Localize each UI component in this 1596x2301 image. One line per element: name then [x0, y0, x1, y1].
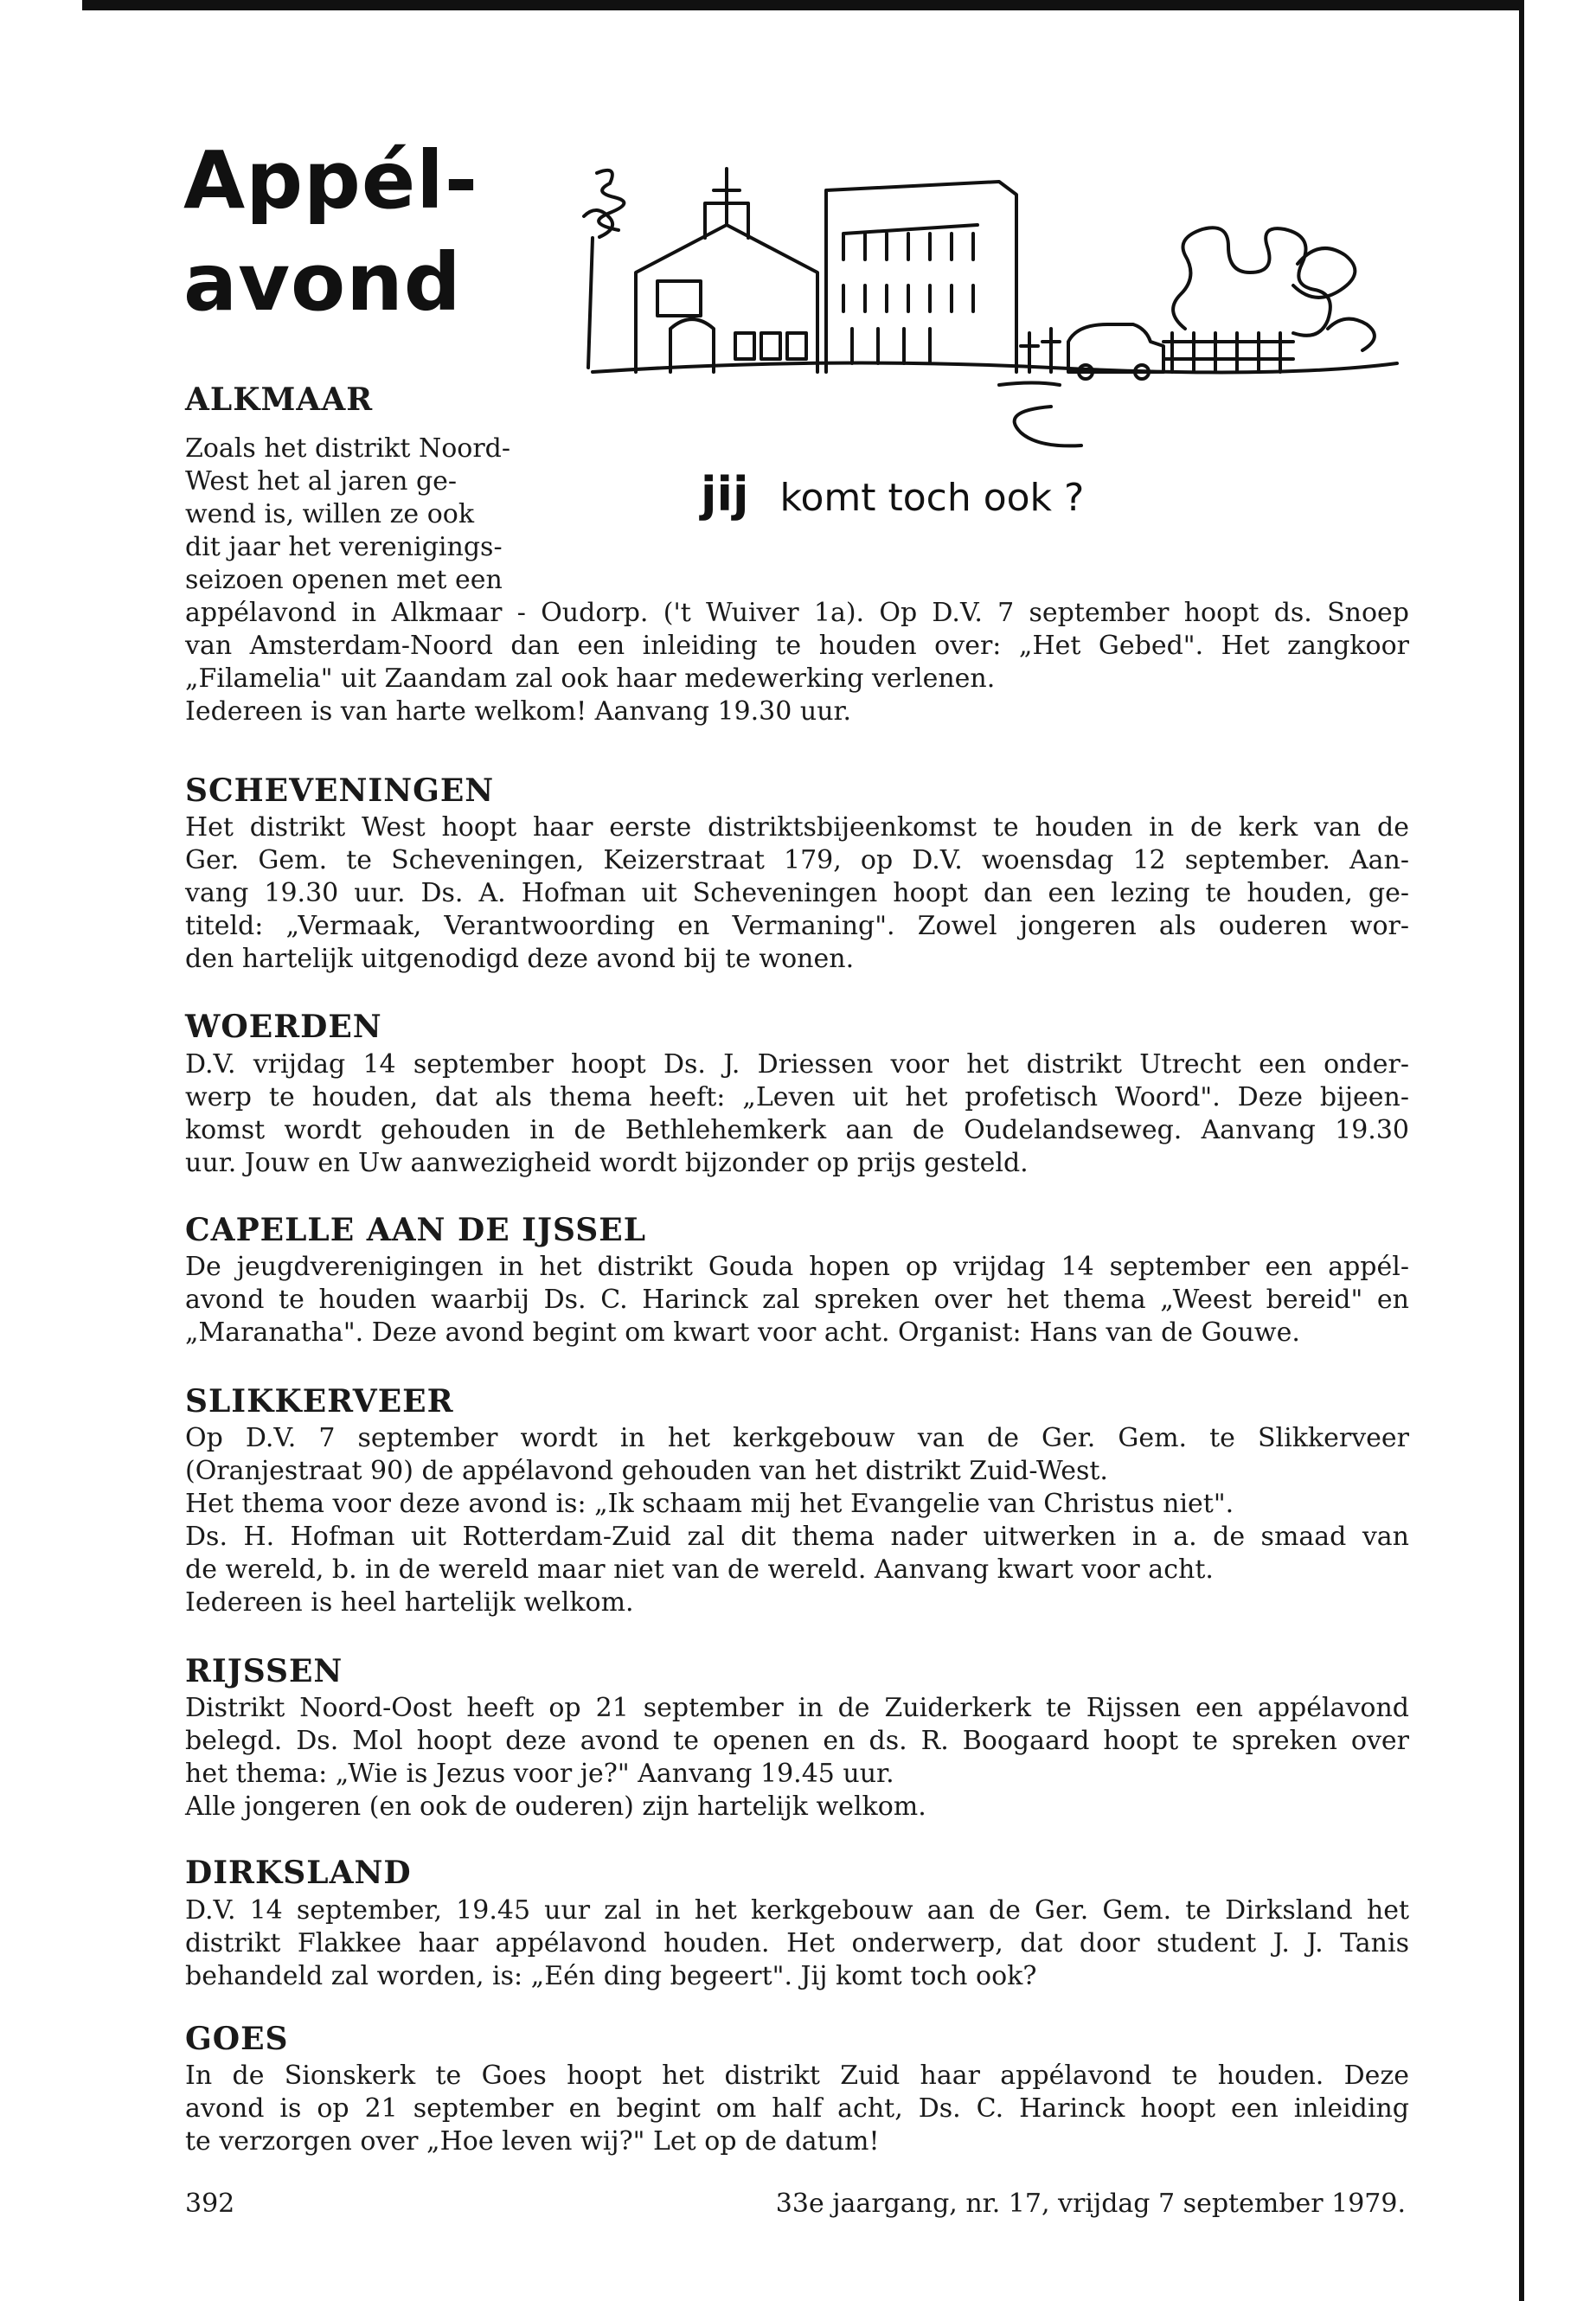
- title-line-2: avond: [183, 236, 462, 329]
- scheveningen-line: titeld: „Vermaak, Verantwoording en Vermaning". Zowel jongeren als ouderen wor-: [185, 911, 1409, 941]
- alkmaar-intro-line: wend is, willen ze ook: [185, 499, 475, 529]
- section-heading-dirksland: DIRKSLAND: [185, 1855, 412, 1891]
- alkmaar-intro-line: seizoen openen met een: [185, 565, 503, 595]
- alkmaar-line: van Amsterdam-Noord dan een inleiding te houden over: „Het Gebed". Het zangkoor: [185, 631, 1409, 661]
- goes-line: In de Sionskerk te Goes hoopt het distrikt Zuid haar appélavond te houden. Deze: [185, 2061, 1409, 2091]
- woerden-line: D.V. vrijdag 14 september hoopt Ds. J. Driessen voor het distrikt Utrecht een onder-: [185, 1049, 1409, 1080]
- right-border-rule: [1519, 0, 1524, 2301]
- section-heading-alkmaar: ALKMAAR: [185, 381, 374, 418]
- rijssen-line: het thema: „Wie is Jezus voor je?" Aanvang 19.45 uur.: [185, 1759, 894, 1789]
- alkmaar-intro-line: Zoals het distrikt Noord-: [185, 433, 510, 464]
- section-slikkerveer-text: [185, 1422, 1409, 1619]
- issue-info: 33e jaargang, nr. 17, vrijdag 7 september 1979.: [775, 2189, 1406, 2219]
- slikkerveer-line: Het thema voor deze avond is: „Ik schaam mij het Evangelie van Christus niet".: [185, 1489, 1234, 1519]
- capelle-line: „Maranatha". Deze avond begint om kwart voor acht. Organist: Hans van de Gouwe.: [185, 1317, 1300, 1348]
- rijssen-line: Distrikt Noord-Oost heeft op 21 september in de Zuiderkerk te Rijssen een appélavond: [185, 1693, 1409, 1723]
- section-alkmaar-intro: [185, 433, 548, 597]
- section-heading-rijssen: RIJSSEN: [185, 1653, 343, 1689]
- goes-line: avond is op 21 september en begint om half acht, Ds. C. Harinck hoopt een inleiding: [185, 2093, 1409, 2124]
- slikkerveer-line: Iedereen is heel hartelijk welkom.: [185, 1587, 634, 1618]
- rijssen-line: Alle jongeren (en ook de ouderen) zijn hartelijk welkom.: [185, 1791, 926, 1822]
- page-title: [183, 130, 478, 334]
- dirksland-line: D.V. 14 september, 19.45 uur zal in het kerkgebouw aan de Ger. Gem. te Dirksland het: [185, 1895, 1409, 1926]
- section-rijssen-text: [185, 1692, 1409, 1823]
- slikkerveer-line: (Oranjestraat 90) de appélavond gehouden van het distrikt Zuid-West.: [185, 1456, 1108, 1486]
- section-woerden-text: [185, 1048, 1409, 1180]
- capelle-line: De jeugdverenigingen in het distrikt Gouda hopen op vrijdag 14 september een appél-: [185, 1252, 1409, 1282]
- woerden-line: uur. Jouw en Uw aanwezigheid wordt bijzonder op prijs gesteld.: [185, 1148, 1029, 1178]
- scheveningen-line: den hartelijk uitgenodigd deze avond bij te wonen.: [185, 944, 855, 974]
- slikkerveer-line: Op D.V. 7 september wordt in het kerkgebouw van de Ger. Gem. te Slikkerveer: [185, 1423, 1409, 1453]
- section-heading-capelle: CAPELLE AAN DE IJSSEL: [185, 1212, 647, 1248]
- tagline-rest: komt toch ook ?: [779, 476, 1085, 520]
- scheveningen-line: vang 19.30 uur. Ds. A. Hofman uit Scheveningen hoopt dan een lezing te houden, ge-: [185, 878, 1409, 908]
- goes-line: te verzorgen over „Hoe leven wij?" Let op de datum!: [185, 2126, 880, 2157]
- church-village-illustration: [567, 156, 1414, 467]
- section-goes-text: [185, 2060, 1409, 2158]
- top-border-rule: [82, 0, 1522, 10]
- section-heading-goes: GOES: [185, 2021, 289, 2057]
- dirksland-line: distrikt Flakkee haar appélavond houden. Het onderwerp, dat door student J. J. Tanis: [185, 1928, 1409, 1958]
- tagline: [701, 467, 1084, 522]
- rijssen-line: belegd. Ds. Mol hoopt deze avond te openen en ds. R. Boogaard hoopt te spreken over: [185, 1726, 1409, 1756]
- slikkerveer-line: Ds. H. Hofman uit Rotterdam-Zuid zal dit thema nader uitwerken in a. de smaad van: [185, 1522, 1409, 1552]
- section-heading-woerden: WOERDEN: [185, 1009, 382, 1045]
- section-capelle-text: [185, 1251, 1409, 1349]
- alkmaar-line: „Filamelia" uit Zaandam zal ook haar medewerking verlenen.: [185, 663, 996, 694]
- alkmaar-line: Iedereen is van harte welkom! Aanvang 19.30 uur.: [185, 696, 852, 727]
- title-line-1: Appél-: [183, 134, 479, 227]
- woerden-line: werp te houden, dat als thema heeft: „Leven uit het profetisch Woord". Deze bijeen-: [185, 1082, 1409, 1112]
- alkmaar-line: appélavond in Alkmaar - Oudorp. ('t Wuiver 1a). Op D.V. 7 september hoopt ds. Snoep: [185, 598, 1409, 628]
- section-alkmaar-text: [185, 597, 1409, 728]
- woerden-line: komst wordt gehouden in de Bethlehemkerk aan de Oudelandseweg. Aanvang 19.30: [185, 1115, 1409, 1145]
- tagline-jij: jij: [701, 467, 749, 522]
- section-dirksland-text: [185, 1894, 1409, 1993]
- scheveningen-line: Het distrikt West hoopt haar eerste distriktsbijeenkomst te houden in de kerk van de: [185, 812, 1409, 843]
- slikkerveer-line: de wereld, b. in de wereld maar niet van de wereld. Aanvang kwart voor acht.: [185, 1554, 1214, 1585]
- alkmaar-intro-line: dit jaar het verenigings-: [185, 532, 503, 562]
- page-number: 392: [185, 2189, 235, 2219]
- section-scheveningen-text: [185, 811, 1409, 976]
- capelle-line: avond te houden waarbij Ds. C. Harinck zal spreken over het thema „Weest bereid" en: [185, 1285, 1409, 1315]
- scheveningen-line: Ger. Gem. te Scheveningen, Keizerstraat 179, op D.V. woensdag 12 september. Aan-: [185, 845, 1409, 875]
- alkmaar-intro-line: West het al jaren ge-: [185, 466, 458, 497]
- section-heading-scheveningen: SCHEVENINGEN: [185, 772, 495, 809]
- dirksland-line: behandeld zal worden, is: „Eén ding begeert". Jij komt toch ook?: [185, 1961, 1037, 1991]
- section-heading-slikkerveer: SLIKKERVEER: [185, 1383, 454, 1420]
